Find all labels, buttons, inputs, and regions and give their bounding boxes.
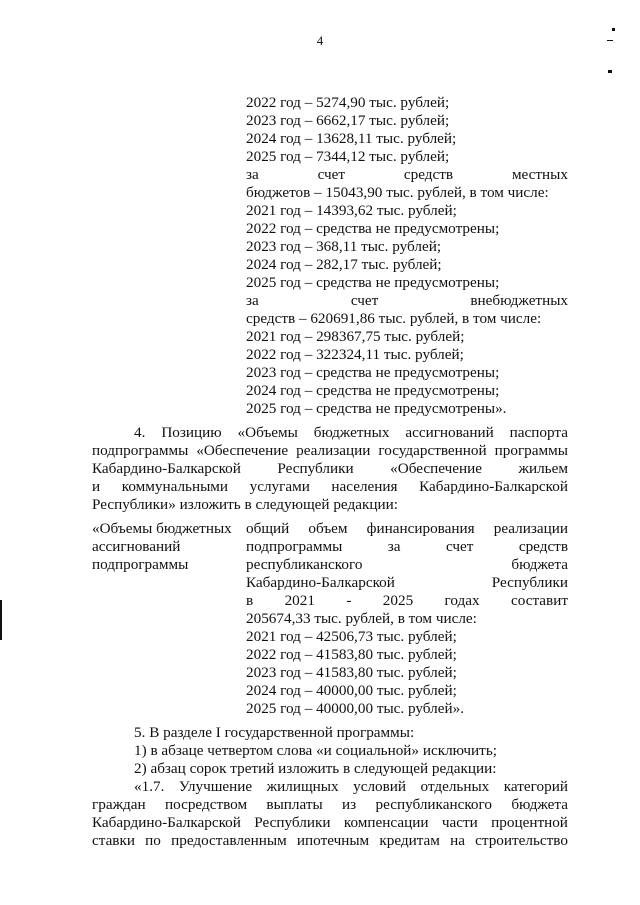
- word: части: [441, 814, 478, 831]
- word: «Объемы: [237, 424, 298, 441]
- paragraph-line: Республики» изложить в следующей редакции:: [92, 496, 398, 513]
- text-line: средств – 620691,86 тыс. рублей, в том числе:: [246, 310, 542, 327]
- word: «1.7.: [134, 778, 165, 795]
- table-right-cell-line: [246, 592, 568, 610]
- table-left-cell-line: «Объемы бюджетных: [92, 520, 232, 537]
- paragraph-line-justified: [92, 796, 568, 814]
- word: Кабардино-Балкарской: [419, 478, 568, 495]
- word: условий: [353, 778, 407, 795]
- word: процентной: [491, 814, 568, 831]
- word: годах: [444, 592, 480, 609]
- word: общий: [246, 520, 290, 537]
- word: посредством: [165, 796, 248, 813]
- word: средств: [403, 166, 454, 183]
- word: коммунальными: [121, 478, 229, 495]
- word: Республики: [277, 460, 354, 477]
- word: бюджетных: [313, 424, 390, 441]
- word: на: [450, 832, 465, 849]
- paragraph-line-justified: [92, 814, 568, 832]
- word: реализации: [296, 442, 371, 459]
- word: программы: [494, 442, 568, 459]
- table-right-cell-line: [246, 538, 568, 556]
- text-line: 2023 год – 368,11 тыс. рублей;: [246, 238, 442, 255]
- text-line: 2024 год – 282,17 тыс. рублей;: [246, 256, 442, 273]
- table-left-cell-line: ассигнований: [92, 538, 181, 555]
- table-right-cell-line: 2023 год – 41583,80 тыс. рублей;: [246, 664, 457, 681]
- table-right-cell-line: 2022 год – 41583,80 тыс. рублей;: [246, 646, 457, 663]
- word: счет: [350, 292, 379, 309]
- word: средств: [518, 538, 568, 555]
- paragraph-line: 2) абзац сорок третий изложить в следующей редакции:: [134, 760, 497, 777]
- text-line: 2024 год – 13628,11 тыс. рублей;: [246, 130, 457, 147]
- word: предоставленным: [171, 832, 287, 849]
- word: услугами: [249, 478, 310, 495]
- word: реализации: [493, 520, 568, 537]
- paragraph-line-justified: [92, 460, 568, 478]
- word: бюджета: [511, 556, 568, 573]
- text-line: 2021 год – 298367,75 тыс. рублей;: [246, 328, 465, 345]
- word: за: [246, 166, 259, 183]
- page-number: 4: [316, 33, 324, 48]
- word: компенсации: [343, 814, 429, 831]
- word: за: [387, 538, 401, 555]
- text-line: 2024 год – средства не предусмотрены;: [246, 382, 500, 399]
- word: Кабардино-Балкарской: [246, 574, 395, 591]
- word: составит: [511, 592, 568, 609]
- word: жилищных: [266, 778, 339, 795]
- word: внебюджетных: [470, 292, 568, 309]
- word: жильем: [518, 460, 568, 477]
- word: населения: [331, 478, 398, 495]
- scan-speck: [608, 70, 612, 73]
- word: граждан: [92, 796, 146, 813]
- paragraph-line-justified: [92, 832, 568, 850]
- word: отдельных: [420, 778, 490, 795]
- text-line: 2021 год – 14393,62 тыс. рублей;: [246, 202, 457, 219]
- word: подпрограммы: [92, 442, 189, 459]
- word: счет: [445, 538, 474, 555]
- paragraph-line-justified: [92, 478, 568, 496]
- table-right-cell-line: 2024 год – 40000,00 тыс. рублей;: [246, 682, 457, 699]
- text-line: 2025 год – средства не предусмотрены;: [246, 274, 500, 291]
- table-right-cell-line: 2021 год – 42506,73 тыс. рублей;: [246, 628, 457, 645]
- word: Кабардино-Балкарской: [92, 814, 241, 831]
- word: по: [145, 832, 161, 849]
- word: из: [342, 796, 357, 813]
- scan-edge-mark: [0, 600, 2, 640]
- text-line: 2022 год – 5274,90 тыс. рублей;: [246, 94, 450, 111]
- word: Республики: [254, 814, 331, 831]
- word: кредитам: [379, 832, 440, 849]
- word: подпрограммы: [246, 538, 343, 555]
- word: 2021: [284, 592, 315, 609]
- word: Позицию: [161, 424, 222, 441]
- word: ипотечным: [296, 832, 370, 849]
- scan-speck: [612, 28, 615, 31]
- word: ассигнований: [405, 424, 494, 441]
- text-line-justified: [246, 166, 568, 184]
- word: за: [246, 292, 259, 309]
- paragraph-line-justified: [134, 424, 568, 442]
- table-left-cell-line: подпрограммы: [92, 556, 189, 573]
- word: 2025: [382, 592, 414, 609]
- table-right-cell-line: 205674,33 тыс. рублей, в том числе:: [246, 610, 477, 627]
- text-line: 2022 год – 322324,11 тыс. рублей;: [246, 346, 464, 363]
- word: финансирования: [366, 520, 475, 537]
- word: государственной: [378, 442, 487, 459]
- text-line: 2025 год – средства не предусмотрены».: [246, 400, 507, 417]
- text-line-justified: [246, 292, 568, 310]
- word: в: [246, 592, 254, 609]
- text-line: 2023 год – средства не предусмотрены;: [246, 364, 500, 381]
- word: объем: [308, 520, 348, 537]
- word: счет: [317, 166, 346, 183]
- text-line: 2025 год – 7344,12 тыс. рублей;: [246, 148, 450, 165]
- word: 4.: [134, 424, 146, 441]
- word: выплаты: [266, 796, 323, 813]
- scan-speck: [607, 40, 613, 41]
- word: и: [92, 478, 101, 495]
- word: бюджета: [511, 796, 568, 813]
- paragraph-line-justified: [134, 778, 568, 796]
- word: «Обеспечение: [390, 460, 482, 477]
- word: Кабардино-Балкарской: [92, 460, 241, 477]
- table-right-cell-line: [246, 574, 568, 592]
- text-line: 2022 год – средства не предусмотрены;: [246, 220, 500, 237]
- text-line: бюджетов – 15043,90 тыс. рублей, в том числе:: [246, 184, 549, 201]
- word: Республики: [491, 574, 568, 591]
- paragraph-line: 5. В разделе I государственной программы:: [134, 724, 415, 741]
- word: республиканского: [375, 796, 492, 813]
- table-right-cell-line: [246, 520, 568, 538]
- table-right-cell-line: 2025 год – 40000,00 тыс. рублей».: [246, 700, 464, 717]
- word: Улучшение: [178, 778, 253, 795]
- table-right-cell-line: [246, 556, 568, 574]
- word: -: [346, 592, 352, 609]
- word: ставки: [92, 832, 135, 849]
- word: «Обеспечение: [196, 442, 289, 459]
- word: республиканского: [246, 556, 363, 573]
- word: местных: [511, 166, 568, 183]
- word: категорий: [503, 778, 568, 795]
- paragraph-line-justified: [92, 442, 568, 460]
- word: строительство: [475, 832, 568, 849]
- paragraph-line: 1) в абзаце четвертом слова «и социальной» исключить;: [134, 742, 497, 759]
- word: паспорта: [509, 424, 568, 441]
- text-line: 2023 год – 6662,17 тыс. рублей;: [246, 112, 450, 129]
